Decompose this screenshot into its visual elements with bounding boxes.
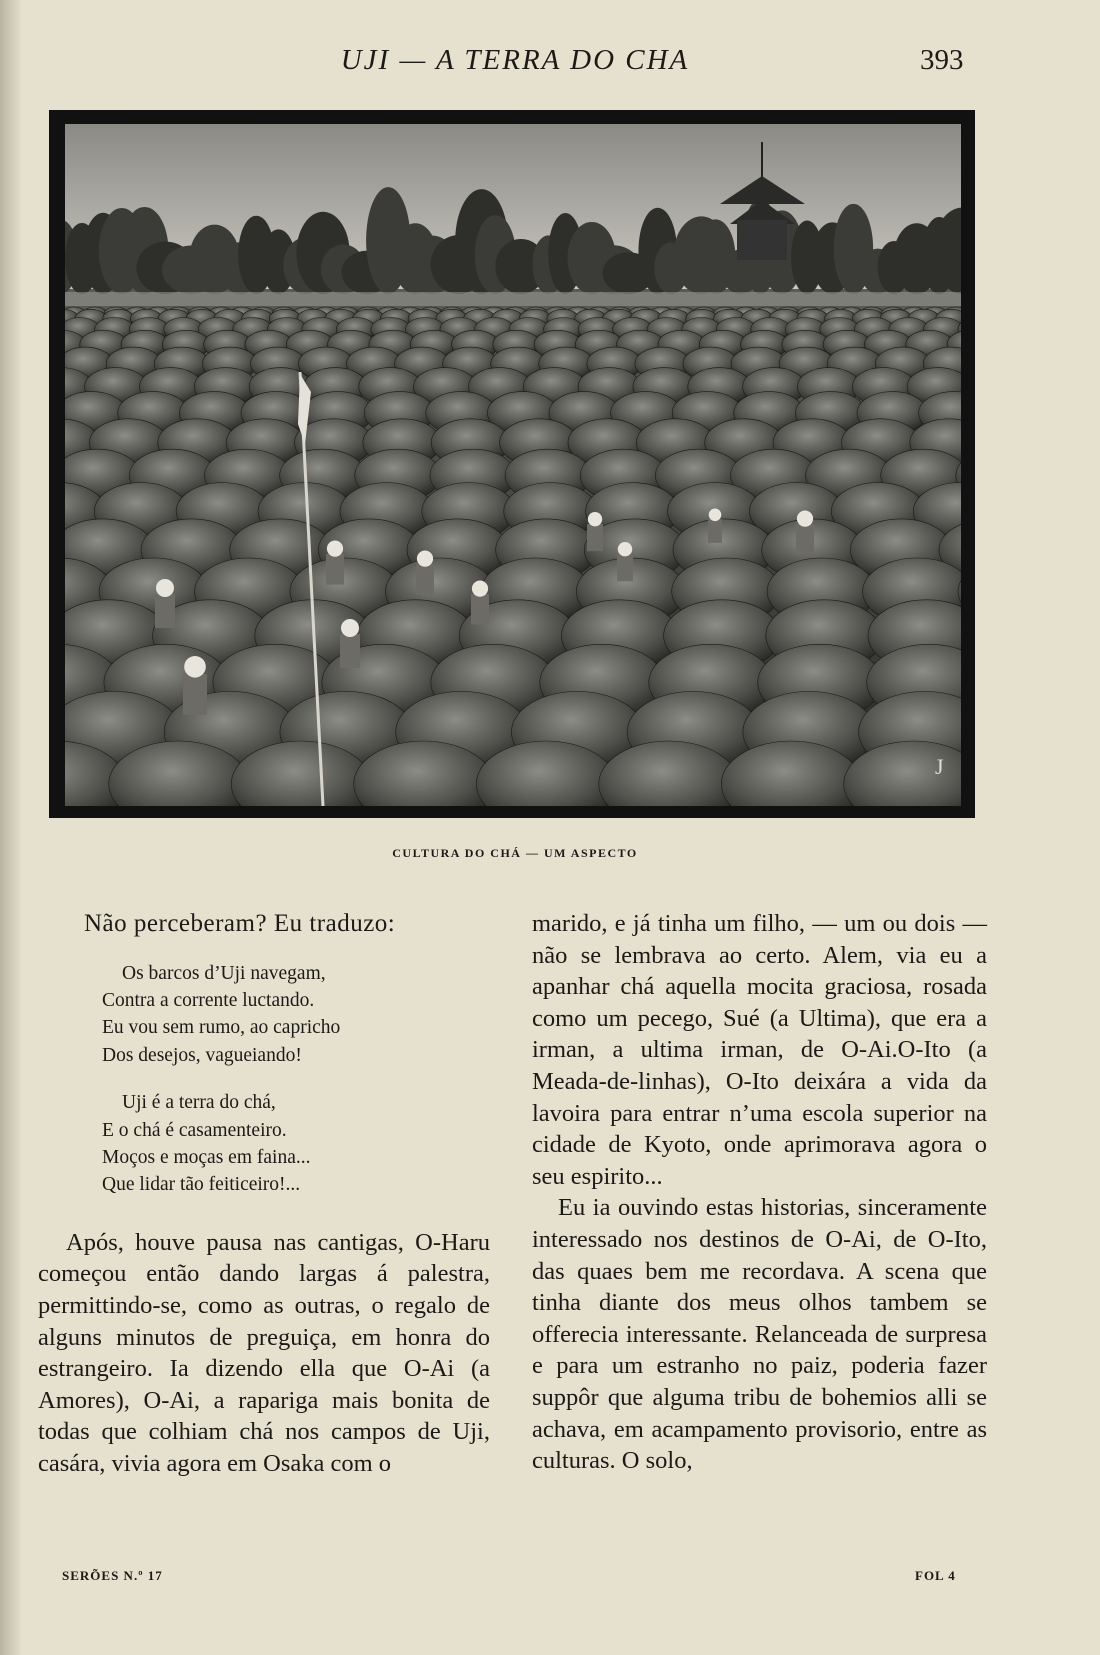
tea-picker bbox=[183, 656, 207, 715]
printer-signature-left: SERÕES N.º 17 bbox=[62, 1568, 163, 1583]
left-column bbox=[38, 908, 490, 1480]
tea-field-photograph bbox=[49, 110, 975, 818]
body-paragraph: marido, e já tinha um filho, — um ou dois — não se lembrava ao certo. Alem, via eu a apanhar chá aquella mocita graciosa, rosada como um pecego, Sué (a Ultima), que era a irman, a ultima irman, de O-Ai.O-Ito (a Meada-de-linhas), O-Ito deixára a vida da lavoira para entrar n’uma escola superior na cidade de Kyoto, onde aprimorava agora o seu espirito... bbox=[532, 910, 987, 1190]
running-title: UJI — A TERRA DO CHA bbox=[340, 44, 690, 76]
tea-picker bbox=[155, 579, 175, 628]
figure-caption: CULTURA DO CHÁ — UM ASPECTO bbox=[392, 846, 638, 860]
verse-line: Moços e moças em faina... bbox=[102, 1147, 311, 1169]
page-gutter-shadow bbox=[0, 0, 22, 1655]
tea-picker bbox=[708, 509, 722, 543]
verse-line: Contra a corrente luctando. bbox=[102, 990, 315, 1011]
verse-stanza-1 bbox=[102, 960, 490, 1070]
verse-line: Que lidar tão feiticeiro!... bbox=[102, 1174, 301, 1196]
tea-picker bbox=[340, 619, 360, 668]
tea-bushes bbox=[65, 307, 961, 806]
tea-picker bbox=[617, 542, 633, 581]
tea-picker bbox=[326, 541, 344, 585]
printer-signature-right: FOL 4 bbox=[915, 1568, 956, 1583]
body-paragraph: Após, houve pausa nas cantigas, O-Haru começou então dando largas á palestra, permittindo-se, como as outras, o regalo de alguns minutos de preguiça, em honra do estrangeiro. Ia dizendo ella que O-Ai (a Amores), O-Ai, a rapariga mais bonita de todas que colhiam chá nos campos de Uji, casára, vivia agora em Osaka com o bbox=[38, 1228, 490, 1477]
tea-picker bbox=[587, 512, 603, 551]
verse-stanza-2 bbox=[102, 1089, 490, 1199]
verse-line: Eu vou sem rumo, ao capricho bbox=[102, 1017, 341, 1039]
tea-picker bbox=[416, 551, 434, 595]
tea-picker bbox=[471, 581, 489, 625]
verse-line: E o chá é casamenteiro. bbox=[102, 1119, 287, 1141]
body-paragraph: Eu ia ouvindo estas historias, sinceramente interessado nos destinos de O-Ai, de O-Ito, das quaes bem me recordava. A scena que tinha diante dos meus olhos tambem se offerecia interessante. Relanceada de surpresa e para um estranho no paiz, poderia fazer suppôr que alguma tribu de bohemios alli se achava, em acampamento provisorio, entre as culturas. O solo, bbox=[532, 1194, 987, 1475]
engraver-mark: J bbox=[935, 754, 944, 779]
right-column bbox=[532, 908, 987, 1477]
lead-line: Não perceberam? Eu traduzo: bbox=[84, 910, 396, 937]
verse-line: Os barcos d’Uji navegam, bbox=[122, 962, 326, 984]
path-strip bbox=[65, 292, 961, 306]
verse-line: Uji é a terra do chá, bbox=[122, 1092, 276, 1114]
tea-field-illustration bbox=[65, 124, 961, 806]
tea-picker bbox=[796, 511, 814, 555]
page-number: 393 bbox=[920, 44, 964, 76]
verse-line: Dos desejos, vagueiando! bbox=[102, 1044, 302, 1066]
